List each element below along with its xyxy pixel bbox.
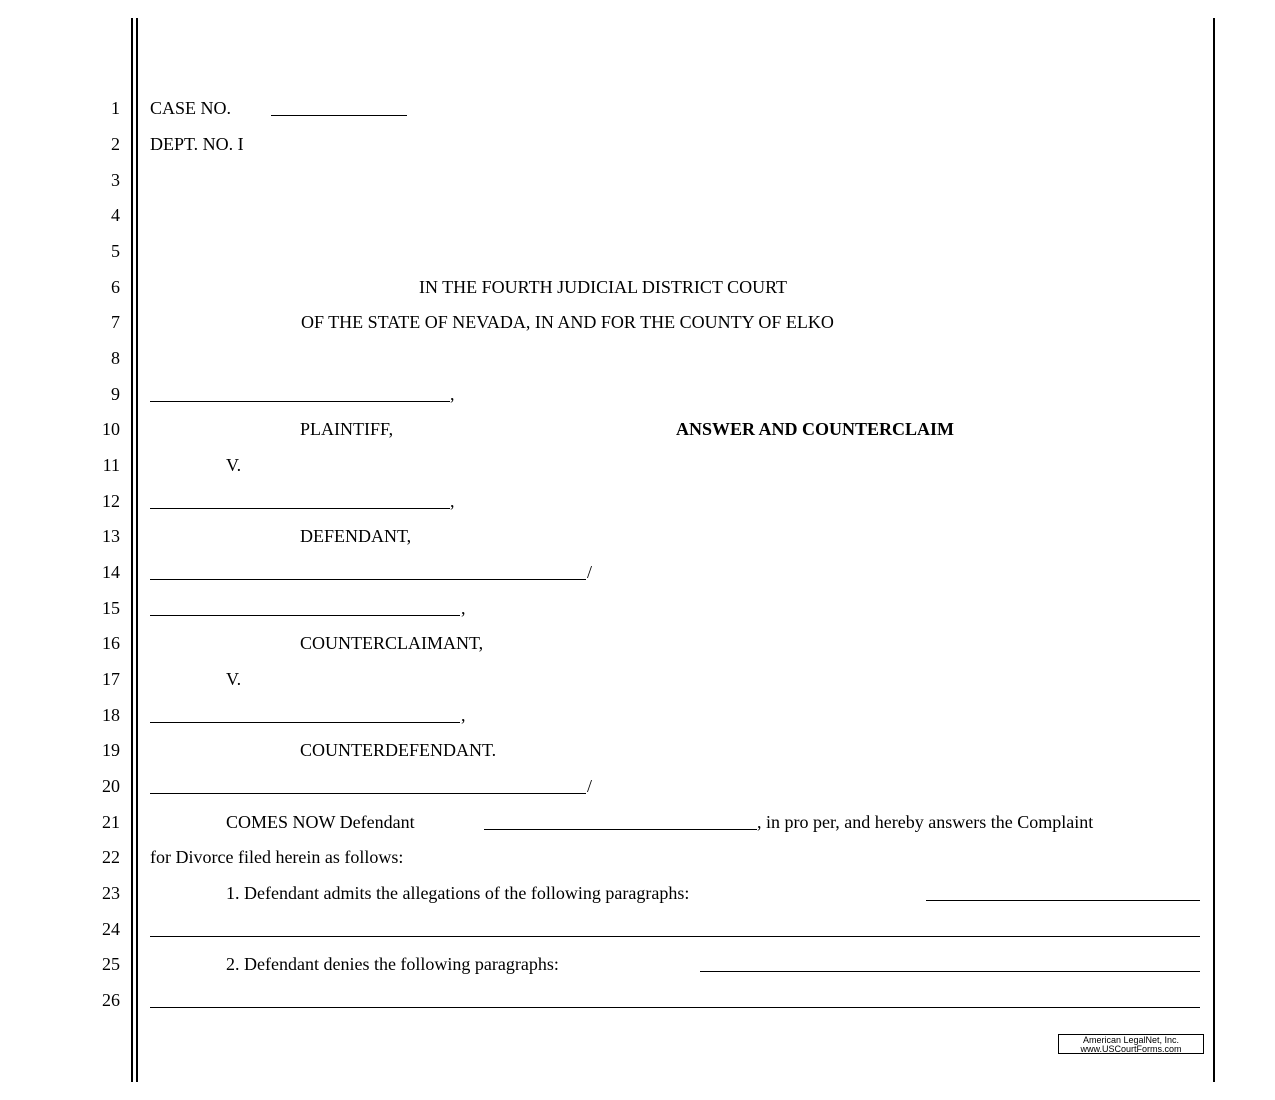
line-number: 5 xyxy=(111,241,120,261)
for-divorce-text: for Divorce filed herein as follows: xyxy=(150,847,404,867)
admitted-paragraphs-field[interactable] xyxy=(926,900,1200,901)
versus-label: V. xyxy=(226,669,242,689)
line-number: 26 xyxy=(102,990,120,1010)
comma: , xyxy=(461,705,466,725)
line-number: 11 xyxy=(102,455,120,475)
line-number: 21 xyxy=(102,812,120,832)
comma: , xyxy=(450,491,455,511)
line-number: 13 xyxy=(102,526,120,546)
slash: / xyxy=(587,562,593,582)
line-number: 14 xyxy=(102,562,120,582)
case-number-field[interactable] xyxy=(271,115,407,116)
in-pro-per-text: , in pro per, and hereby answers the Complaint xyxy=(757,812,1094,832)
admitted-paragraphs-label: 1. Defendant admits the allegations of the following paragraphs: xyxy=(226,883,690,903)
caption-separator-line xyxy=(150,793,586,794)
dept-number-label: DEPT. NO. I xyxy=(150,134,244,154)
document-title: ANSWER AND COUNTERCLAIM xyxy=(676,419,955,439)
defendant-name-field[interactable] xyxy=(150,508,450,509)
line-number: 2 xyxy=(111,134,120,154)
left-margin-rule-outer xyxy=(131,18,133,1082)
comma: , xyxy=(461,598,466,618)
admitted-paragraphs-field-continued[interactable] xyxy=(150,936,1200,937)
line-number: 17 xyxy=(102,669,120,689)
comes-now-text: COMES NOW Defendant xyxy=(226,812,415,832)
plaintiff-name-field[interactable] xyxy=(150,401,450,402)
case-number-label: CASE NO. xyxy=(150,98,232,118)
counterdefendant-name-field[interactable] xyxy=(150,722,460,723)
line-number: 1 xyxy=(111,98,120,118)
denied-paragraphs-field[interactable] xyxy=(700,971,1200,972)
publisher-stamp xyxy=(1058,1034,1204,1054)
line-number: 12 xyxy=(102,491,120,511)
court-heading-line2: OF THE STATE OF NEVADA, IN AND FOR THE COUNTY OF ELKO xyxy=(301,312,834,332)
line-number: 24 xyxy=(102,919,120,939)
counterclaimant-name-field[interactable] xyxy=(150,615,460,616)
line-number: 10 xyxy=(102,419,120,439)
line-number: 20 xyxy=(102,776,120,796)
comma: , xyxy=(450,384,455,404)
slash: / xyxy=(587,776,593,796)
line-number: 8 xyxy=(111,348,120,368)
line-number: 15 xyxy=(102,598,120,618)
line-number: 18 xyxy=(102,705,120,725)
denied-paragraphs-label: 2. Defendant denies the following paragraphs: xyxy=(226,954,559,974)
line-number: 9 xyxy=(111,384,120,404)
caption-separator-line xyxy=(150,579,586,580)
defendant-name-body-field[interactable] xyxy=(484,829,757,830)
counterdefendant-label: COUNTERDEFENDANT. xyxy=(300,740,497,760)
defendant-label: DEFENDANT, xyxy=(300,526,412,546)
line-number: 22 xyxy=(102,847,120,867)
line-number: 25 xyxy=(102,954,120,974)
line-number: 23 xyxy=(102,883,120,903)
line-number: 4 xyxy=(111,205,120,225)
line-number: 16 xyxy=(102,633,120,653)
right-margin-rule xyxy=(1213,18,1215,1082)
line-number: 19 xyxy=(102,740,120,760)
plaintiff-label: PLAINTIFF, xyxy=(300,419,394,439)
line-number: 3 xyxy=(111,170,120,190)
left-margin-rule-inner xyxy=(136,18,138,1082)
publisher-name: American LegalNet, Inc. xyxy=(1082,1035,1180,1045)
versus-label: V. xyxy=(226,455,242,475)
counterclaimant-label: COUNTERCLAIMANT, xyxy=(300,633,484,653)
line-number: 7 xyxy=(111,312,120,332)
line-number: 6 xyxy=(111,277,120,297)
denied-paragraphs-field-continued[interactable] xyxy=(150,1007,1200,1008)
publisher-url: www.USCourtForms.com xyxy=(1080,1044,1182,1054)
court-heading-line1: IN THE FOURTH JUDICIAL DISTRICT COURT xyxy=(419,277,788,297)
